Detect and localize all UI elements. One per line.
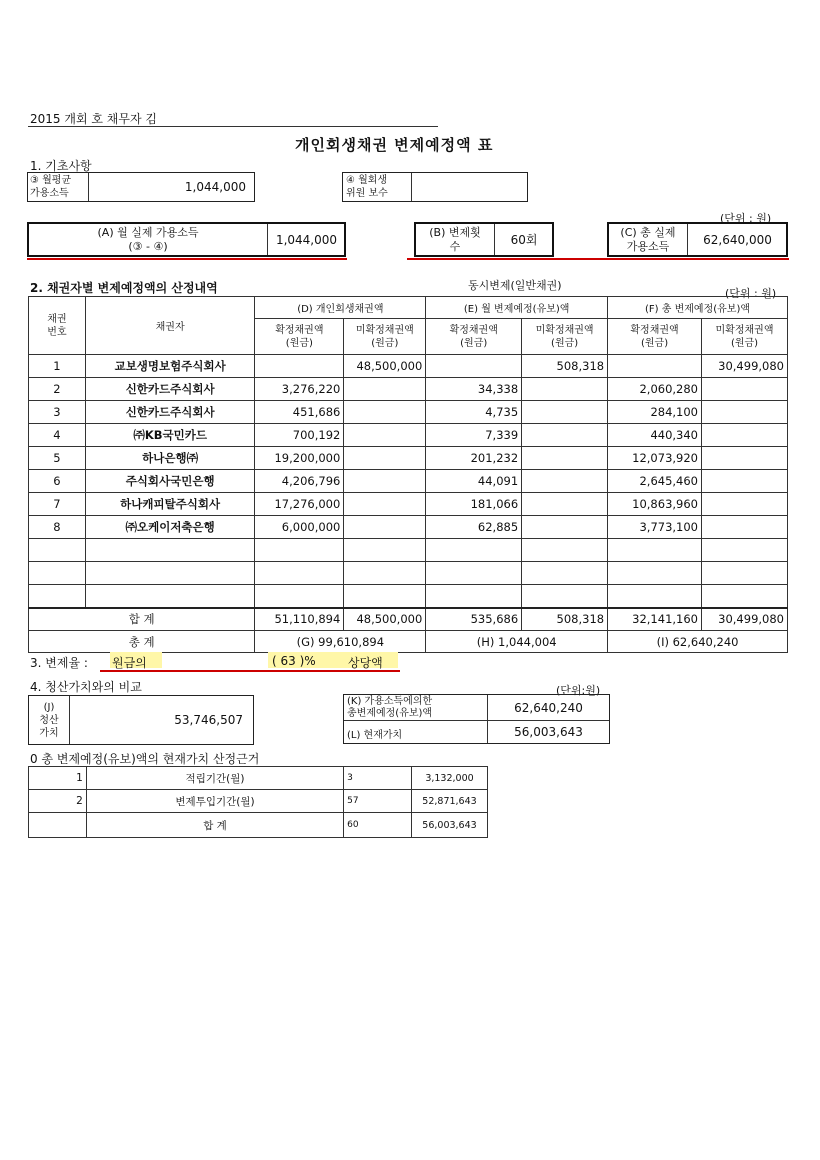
creditor-e2 [522,493,608,516]
sub-confirmed: 확정채권액 (원금) [426,319,522,355]
pv-row-no: 1 [29,767,87,790]
divider [267,224,268,255]
red-underline [27,258,347,260]
creditor-e2 [522,401,608,424]
creditor-no: 2 [29,378,86,401]
sub-confirmed: 확정채권액 (원금) [255,319,344,355]
creditor-d2 [344,447,426,470]
creditor-no: 5 [29,447,86,470]
creditor-e2 [522,378,608,401]
monthly-income-box [27,172,255,202]
creditor-e1 [426,355,522,378]
creditor-name: ㈜오케이저축은행 [85,516,255,539]
pv-sum-n: 60 [344,813,412,838]
sum-row [29,608,788,631]
k-label: (K) 가용소득에의한 총변제예정(유보)액 [347,696,433,719]
empty-row [29,562,788,585]
creditor-d2 [344,424,426,447]
creditor-d2 [344,401,426,424]
creditor-name: ㈜KB국민카드 [85,424,255,447]
sum-label: 합 계 [29,608,255,631]
table-row [29,516,788,539]
a-label: (A) 월 실제 가용소득 (③ - ④) [97,225,199,253]
creditor-f1: 2,060,280 [608,378,702,401]
creditor-rows [29,355,788,539]
present-value-table [28,766,488,838]
section3-tail: 상당액 [348,656,383,670]
creditor-name: 주식회사국민은행 [85,470,255,493]
section3-heading: 3. 변제율 : [30,656,88,670]
section2-unit: (단위 : 원) [725,287,777,300]
col-no-header: 채권 번호 [29,297,86,355]
table-row [29,493,788,516]
creditor-e2: 508,318 [522,355,608,378]
monthly-income-value: 1,044,000 [184,180,246,194]
sum-e2: 508,318 [522,608,608,631]
creditor-no: 7 [29,493,86,516]
creditor-name: 하나캐피탈주식회사 [85,493,255,516]
j-label: (J) 청산 가치 [39,701,59,739]
creditor-e1: 34,338 [426,378,522,401]
creditor-e2 [522,516,608,539]
section1-heading: 1. 기초사항 [30,159,92,173]
a-value: 1,044,000 [275,232,338,247]
creditor-name: 교보생명보험주식회사 [85,355,255,378]
total-h: (H) 1,044,004 [426,631,608,653]
sum-d2: 48,500,000 [344,608,426,631]
table-row [29,424,788,447]
total-label: 총 계 [29,631,255,653]
creditor-no: 4 [29,424,86,447]
creditor-f2 [702,447,788,470]
col-creditor-header: 채권자 [85,297,255,355]
creditor-d1: 700,192 [255,424,344,447]
table-row [29,378,788,401]
creditor-f2: 30,499,080 [702,355,788,378]
creditor-e1: 7,339 [426,424,522,447]
kl-box [343,694,610,744]
red-underline [100,670,400,672]
creditor-e2 [522,447,608,470]
creditor-d1 [255,355,344,378]
empty-row [29,539,788,562]
trustee-fee-box [342,172,528,202]
creditor-no: 6 [29,470,86,493]
creditor-f2 [702,470,788,493]
creditor-e1: 62,885 [426,516,522,539]
divider [411,173,412,201]
divider [687,224,688,255]
creditor-f1 [608,355,702,378]
creditor-e2 [522,470,608,493]
col-f-header: (F) 총 변제예정(유보)액 [608,297,788,319]
b-value: 60회 [510,233,538,247]
creditor-f2 [702,516,788,539]
creditor-f1: 12,073,920 [608,447,702,470]
total-row [29,631,788,653]
creditor-f1: 2,645,460 [608,470,702,493]
divider [494,224,495,255]
creditor-f1: 440,340 [608,424,702,447]
pv-sum-label: 합 계 [86,813,343,838]
a-box [27,222,346,257]
divider [69,696,70,744]
case-number-line: 2015 개회 호 채무자 김 [30,112,157,126]
j-value: 53,746,507 [174,713,243,727]
section3-principal: 원금의 [112,656,147,670]
section4-unit: (단위:원) [556,684,601,697]
l-label: (L) 현재가치 [347,730,403,741]
sub-unconfirmed: 미확정채권액 (원금) [522,319,608,355]
creditor-no: 8 [29,516,86,539]
sub-unconfirmed: 미확정채권액 (원금) [344,319,426,355]
creditor-f2 [702,424,788,447]
header-rule [28,126,438,127]
pv-row-n: 3 [344,767,412,790]
creditor-f1: 284,100 [608,401,702,424]
sub-unconfirmed: 미확정채권액 (원금) [702,319,788,355]
section3-rate: ( 63 )% [272,654,316,668]
empty-row [29,585,788,608]
l-value: 56,003,643 [514,725,583,739]
pv-row-label: 변제투입기간(월) [86,790,343,813]
creditor-f2 [702,493,788,516]
pv-row-label: 적립기간(월) [86,767,343,790]
creditor-f1: 10,863,960 [608,493,702,516]
pv-sum-v: 56,003,643 [412,813,488,838]
creditor-d2 [344,378,426,401]
section2-heading: 2. 채권자별 변제예정액의 산정내역 [30,281,218,295]
sum-e1: 535,686 [426,608,522,631]
creditor-f2 [702,378,788,401]
creditor-d1: 4,206,796 [255,470,344,493]
creditor-e1: 4,735 [426,401,522,424]
creditor-e1: 181,066 [426,493,522,516]
creditor-no: 1 [29,355,86,378]
section2-subnote: 동시변제(일반채권) [468,279,562,292]
creditor-d2: 48,500,000 [344,355,426,378]
red-underline [407,258,789,260]
creditor-e2 [522,424,608,447]
sum-d1: 51,110,894 [255,608,344,631]
total-g: (G) 99,610,894 [255,631,426,653]
unit-label: (단위 : 원) [720,212,772,225]
j-box [28,695,254,745]
creditor-d2 [344,493,426,516]
divider [88,173,89,201]
creditor-name: 신한카드주식회사 [85,378,255,401]
pv-row-v: 3,132,000 [412,767,488,790]
creditor-f1: 3,773,100 [608,516,702,539]
c-value: 62,640,000 [703,232,772,247]
page-title: 개인회생채권 변제예정액 표 [295,136,494,154]
creditor-d1: 17,276,000 [255,493,344,516]
table-row [29,447,788,470]
b-label: (B) 변제횟 수 [429,225,481,253]
creditor-name: 신한카드주식회사 [85,401,255,424]
creditor-d2 [344,470,426,493]
table-row [29,355,788,378]
creditor-e1: 44,091 [426,470,522,493]
k-value: 62,640,240 [514,700,583,715]
trustee-fee-label: ④ 월회생 위원 보수 [346,175,388,199]
sum-f1: 32,141,160 [608,608,702,631]
c-label: (C) 총 실제 가용소득 [620,225,676,253]
creditor-name: 하나은행㈜ [85,447,255,470]
section5-heading: 0 총 변제예정(유보)액의 현재가치 산정근거 [30,752,260,766]
b-box [414,222,554,257]
col-e-header: (E) 월 변제예정(유보)액 [426,297,608,319]
creditor-d1: 19,200,000 [255,447,344,470]
monthly-income-label: ③ 월평균 가용소득 [30,175,72,199]
section4-heading: 4. 청산가치와의 비교 [30,680,142,694]
pv-row-no: 2 [29,790,87,813]
c-box [607,222,788,257]
sum-f2: 30,499,080 [702,608,788,631]
col-d-header: (D) 개인회생채권액 [255,297,426,319]
creditor-no: 3 [29,401,86,424]
creditor-d2 [344,516,426,539]
pv-row-v: 52,871,643 [412,790,488,813]
creditor-d1: 3,276,220 [255,378,344,401]
total-i: (I) 62,640,240 [608,631,788,653]
creditor-f2 [702,401,788,424]
pv-row-n: 57 [344,790,412,813]
table-row [29,470,788,493]
sub-confirmed: 확정채권액 (원금) [608,319,702,355]
creditor-d1: 6,000,000 [255,516,344,539]
creditor-e1: 201,232 [426,447,522,470]
creditor-table [28,296,788,653]
creditor-d1: 451,686 [255,401,344,424]
table-row [29,401,788,424]
